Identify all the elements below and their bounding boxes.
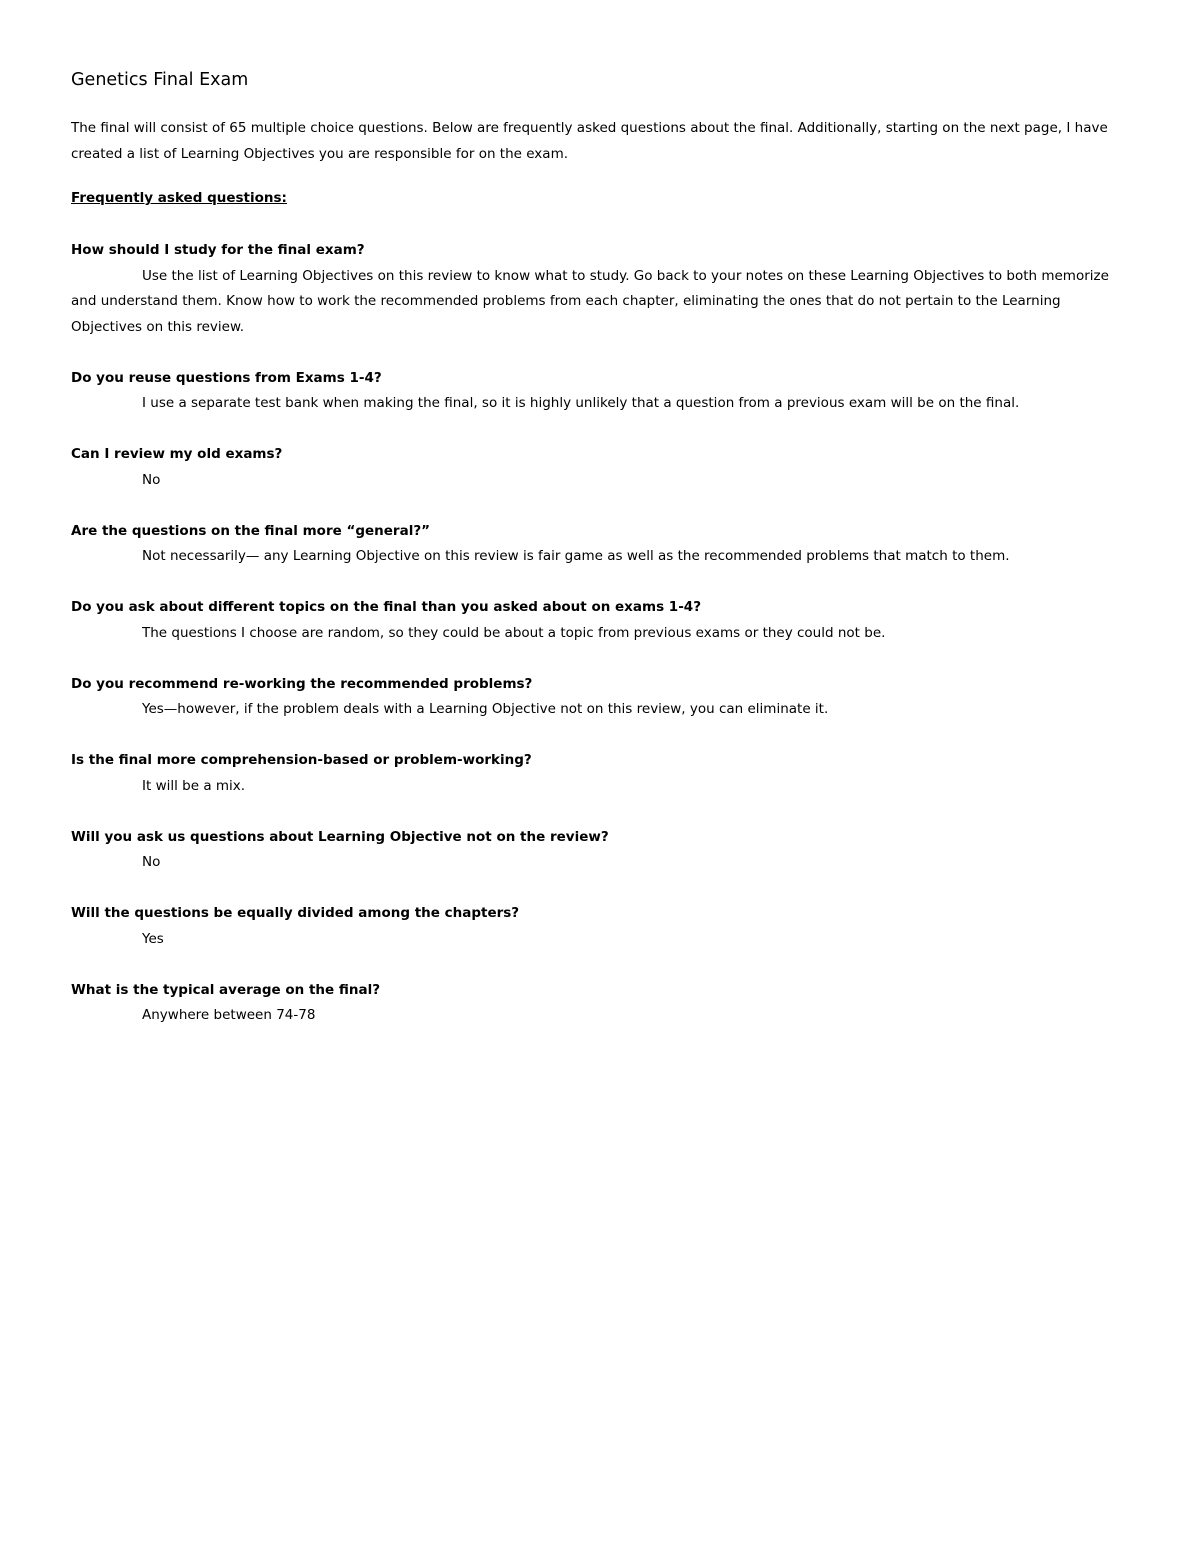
faq-item [71, 901, 1131, 952]
faq-question: Can I review my old exams? [71, 446, 283, 462]
faq-question: Will you ask us questions about Learning Objective not on the review? [71, 828, 609, 845]
faq-answer: Yes [142, 930, 164, 947]
faq-item [71, 672, 1131, 723]
faq-answer: Anywhere between 74-78 [142, 1007, 316, 1023]
faq-item [71, 442, 1131, 493]
faq-question: How should I study for the final exam? [71, 242, 365, 258]
faq-heading: Frequently asked questions: [71, 190, 287, 206]
faq-item [71, 595, 1131, 646]
faq-item [71, 519, 1131, 570]
faq-answer: No [142, 471, 161, 488]
faq-answer: No [142, 854, 161, 870]
faq-answer: It will be a mix. [142, 777, 246, 794]
faq-item [71, 238, 1131, 340]
faq-question: Do you ask about different topics on the final than you asked about on exams 1-4? [71, 599, 702, 615]
faq-answer: Yes—however, if the problem deals with a Learning Objective not on this review, you can eliminate it. [142, 701, 829, 717]
document-page [71, 68, 1131, 1054]
intro-paragraph: The final will consist of 65 multiple choice questions. Below are frequently asked questions about the final. Additionally, starting on the next page, I have created a list of Learning Objectives you are responsible for on the exam. [71, 120, 1108, 162]
faq-item [71, 748, 1131, 799]
faq-question: Are the questions on the final more “general?” [71, 522, 431, 539]
faq-question: What is the typical average on the final? [71, 981, 381, 998]
faq-answer: The questions I choose are random, so they could be about a topic from previous exams or they could not be. [142, 624, 886, 641]
faq-item [71, 825, 1131, 876]
faq-item [71, 978, 1131, 1029]
faq-question: Will the questions be equally divided among the chapters? [71, 905, 520, 921]
faq-question: Do you reuse questions from Exams 1-4? [71, 369, 382, 386]
faq-answer: Use the list of Learning Objectives on this review to know what to study. Go back to your notes on these Learning Objectives to both memorize and understand them. Know how to work the recommended problems from each chapter, eliminating the ones that do not pertain to the Learning Objectives on this review. [71, 267, 1109, 335]
faq-answer: Not necessarily— any Learning Objective on this review is fair game as well as the recommended problems that match to them. [142, 548, 1010, 564]
faq-answer: I use a separate test bank when making the final, so it is highly unlikely that a question from a previous exam will be on the final. [142, 395, 1020, 411]
faq-question: Do you recommend re-working the recommended problems? [71, 675, 533, 692]
faq-question: Is the final more comprehension-based or problem-working? [71, 752, 532, 768]
faq-item [71, 366, 1131, 417]
document-title: Genetics Final Exam [71, 70, 249, 90]
